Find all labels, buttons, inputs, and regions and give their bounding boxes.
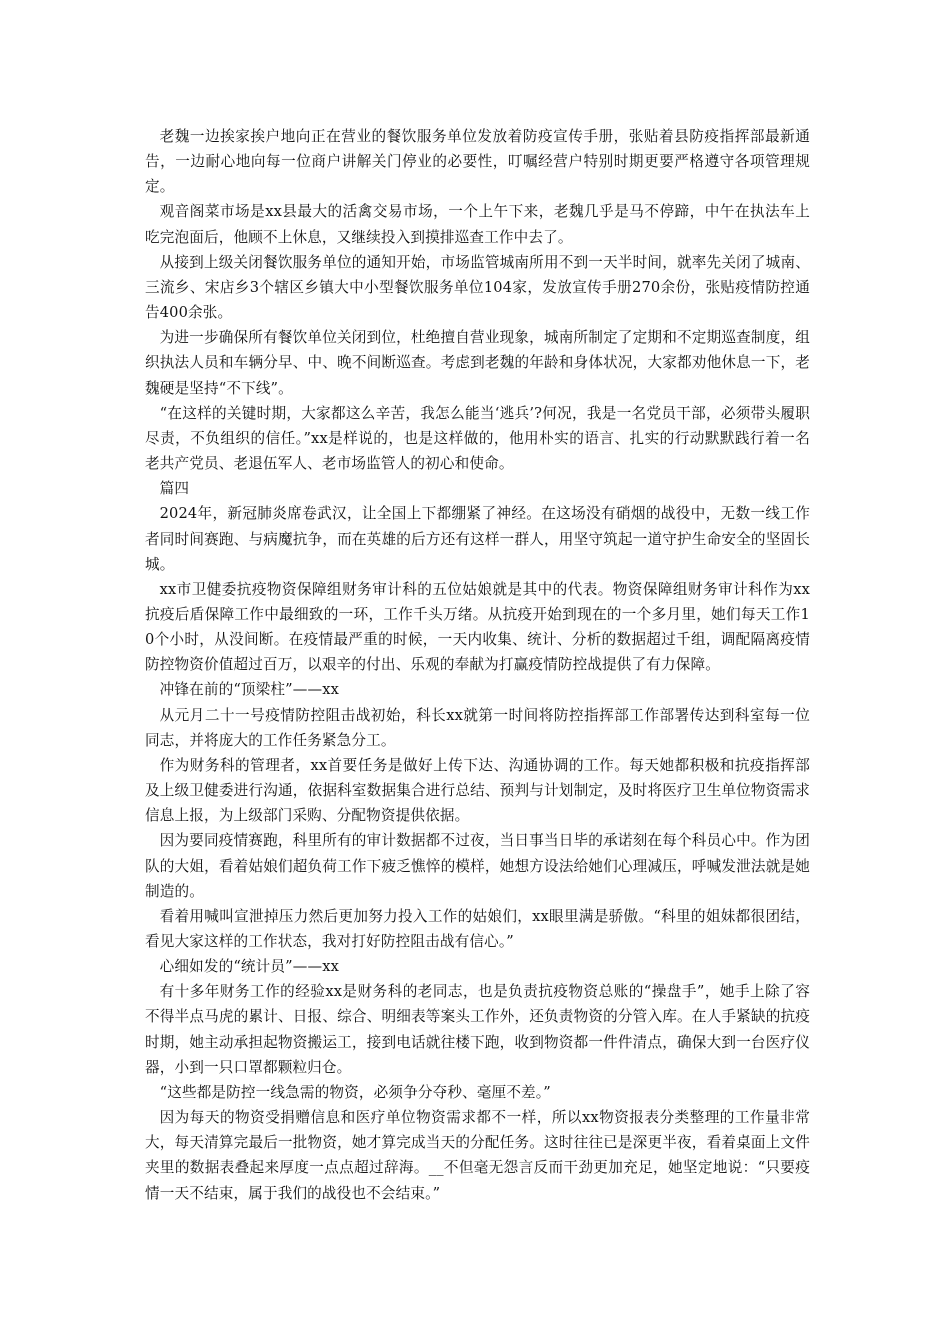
section-heading: 篇四 <box>159 480 190 498</box>
paragraph: 老魏一边挨家挨户地向正在营业的餐饮服务单位发放着防疫宣传手册，张贴着县防疫指挥部最新通告，一边耐心地向每一位商户讲解关门停业的必要性，叮嘱经营户特别时期更要严格遵守各项管理规定。 <box>145 128 810 196</box>
paragraph: xx市卫健委抗疫物资保障组财务审计科的五位姑娘就是其中的代表。物资保障组财务审计科作为xx抗疫后盾保障工作中最细致的一环，工作千头万绪。从抗疫开始到现在的一个多月里，她们每天工作10个小时，从没间断。在疫情最严重的时候，一天内收集、统计、分析的数据超过千组，调配隔离疫情防控物资价值超过百万，以艰辛的付出、乐观的奉献为打赢疫情防控战提供了有力保障。 <box>145 580 810 674</box>
paragraph: 为进一步确保所有餐饮单位关闭到位，杜绝擅自营业现象，城南所制定了定期和不定期巡查制度，组织执法人员和车辆分早、中、晚不间断巡查。考虑到老魏的年龄和身体状况，大家都劝他休息一下，老魏硬是坚持“不下线”。 <box>145 329 810 397</box>
subsection-heading: 心细如发的“统计员”——xx <box>159 958 340 976</box>
paragraph: “在这样的关键时期，大家都这么辛苦，我怎么能当‘逃兵’?何况，我是一名党员干部，必须带头履职尽责，不负组织的信任。”xx是样说的，也是这样做的，他用朴实的语言、扎实的行动默默践行着一名老共产党员、老退伍军人、老市场监管人的初心和使命。 <box>145 404 810 473</box>
subsection-heading: 冲锋在前的“顶梁柱”——xx <box>159 681 340 699</box>
document-body <box>145 124 810 1206</box>
paragraph: 从接到上级关闭餐饮服务单位的通知开始，市场监管城南所用不到一天半时间，就率先关闭了城南、三流乡、宋店乡3个辖区乡镇大中小型餐饮服务单位104家，发放宣传手册270余份，张贴疫情防控通告400余张。 <box>145 253 810 322</box>
paragraph: 作为财务科的管理者，xx首要任务是做好上传下达、沟通协调的工作。每天她都积极和抗疫指挥部及上级卫健委进行沟通，依据科室数据集合进行总结、预判与计划制定，及时将医疗卫生单位物资需求信息上报，为上级部门采购、分配物资提供依据。 <box>145 756 810 825</box>
paragraph: 有十多年财务工作的经验xx是财务科的老同志，也是负责抗疫物资总账的“操盘手”，她手上除了容不得半点马虎的累计、日报、综合、明细表等案头工作外，还负责物资的分管入库。在人手紧缺的抗疫时期，她主动承担起物资搬运工，接到电话就往楼下跑，收到物资都一件件清点，确保大到一台医疗仪器，小到一只口罩都颗粒归仓。 <box>145 983 810 1076</box>
paragraph: 观音阁菜市场是xx县最大的活禽交易市场，一个上午下来，老魏几乎是马不停蹄，中午在执法车上吃完泡面后，他顾不上休息，又继续投入到摸排巡查工作中去了。 <box>145 203 810 246</box>
paragraph: 因为每天的物资受捐赠信息和医疗单位物资需求都不一样，所以xx物资报表分类整理的工作量非常大，每天清算完最后一批物资，她才算完成当天的分配任务。这时往往已是深更半夜，看着桌面上文件夹里的数据表叠起来厚度一点点超过辞海。__不但毫无怨言反而干劲更加充足，她坚定地说：“只要疫情一天不结束，属于我们的战役也不会结束。” <box>145 1109 810 1202</box>
paragraph: 因为要同疫情赛跑，科里所有的审计数据都不过夜，当日事当日毕的承诺刻在每个科员心中。作为团队的大姐，看着姑娘们超负荷工作下疲乏憔悴的模样，她想方设法给她们心理减压，呼喊发泄法就是她制造的。 <box>145 832 810 900</box>
paragraph: 从元月二十一号疫情防控阻击战初始，科长xx就第一时间将防控指挥部工作部署传达到科室每一位同志，并将庞大的工作任务紧急分工。 <box>145 706 810 749</box>
paragraph: “这些都是防控一线急需的物资，必须争分夺秒、毫厘不差。” <box>159 1083 551 1101</box>
paragraph: 2024年，新冠肺炎席卷武汉，让全国上下都绷紧了神经。在这场没有硝烟的战役中，无数一线工作者同时间赛跑、与病魔抗争，而在英雄的后方还有这样一群人，用坚守筑起一道守护生命安全的坚固长城。 <box>145 505 810 573</box>
paragraph: 看着用喊叫宣泄掉压力然后更加努力投入工作的姑娘们，xx眼里满是骄傲。“科里的姐妹都很团结，看见大家这样的工作状态，我对打好防控阻击战有信心。” <box>145 907 810 950</box>
